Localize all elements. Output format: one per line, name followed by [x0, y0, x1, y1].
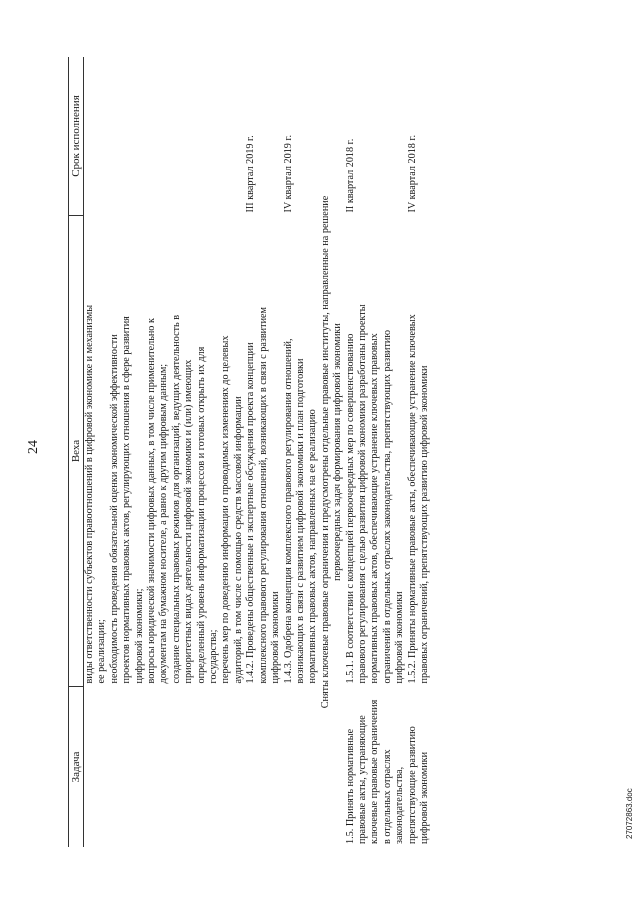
milestone-cell [407, 216, 432, 687]
table-row-continuation [84, 57, 246, 847]
term-cell: II квартал 2018 г. [344, 138, 356, 213]
plan-table [68, 57, 431, 847]
text-line: вопросы юридической значимости цифровых данных, в том числе применительно к [146, 318, 158, 684]
text-line: нормативных правовых актов, обеспечивающие устранение ключевых правовых [369, 333, 381, 684]
text-line: перечень мер по доведению информации о проводимых изменениях до целевых [220, 335, 232, 684]
term-cell: IV квартал 2019 г. [282, 134, 294, 213]
text-line: виды ответственности субъектов правоотношений в цифровой экономике и механизмы [84, 304, 95, 684]
term-cell-empty [84, 57, 246, 216]
text-line: законодательства, [394, 766, 406, 844]
term-cell: IV квартал 2018 г. [406, 134, 418, 213]
text-line: приоритетных видах деятельности цифровой экономики и (или) имеющих [183, 359, 195, 684]
text-line: правового регулирования с целью развития цифровой экономики разработаны проекты [356, 304, 368, 684]
page-number: 24 [26, 440, 41, 454]
milestone-cell [283, 216, 320, 687]
text-line: цифровой экономики [418, 751, 430, 844]
text-line: препятствующие развитию [406, 726, 418, 844]
text-line: аудиторий, в том числе с помощью средств массовой информации [232, 396, 244, 684]
table-row-1-4-2 [245, 57, 282, 847]
task-cell-empty [84, 686, 246, 847]
text-line: правовых ограничений, препятствующих развитию цифровой экономики [418, 365, 430, 684]
text-line: цифровой экономики [394, 591, 406, 684]
text-line: государства; [208, 629, 220, 684]
task-cell-1-5 [345, 686, 432, 847]
task-cell-empty [283, 686, 320, 847]
text-line: 1.5. Принять нормативные [344, 728, 356, 844]
table-row-1-5-1 [345, 57, 407, 847]
text-line: 1.5.2. Приняты нормативные правовые акты, обеспечивающие устранение ключевых [406, 314, 418, 684]
text-line: ключевые правовые ограничения [369, 699, 381, 844]
text-line: правовые акты, устраняющие [356, 715, 368, 844]
table-header-row [69, 57, 84, 847]
milestone-cell-continuation [84, 216, 246, 687]
text-line: цифровой экономики; [133, 588, 145, 684]
text-line: возникающих в связи с развитием цифровой экономики и план подготовки [294, 358, 306, 684]
milestone-cell [345, 216, 407, 687]
text-line: 1.4.3. Одобрена концепция комплексного правового регулирования отношений, [282, 338, 294, 684]
section-title-row [320, 57, 345, 847]
text-line: проектов нормативных правовых актов, регулирующих отношения в сфере развития [121, 316, 133, 684]
document-id: 27072863.doc [625, 788, 634, 839]
text-line: ограничений в отдельных отраслях законодательства, препятствующих развитию [381, 330, 393, 684]
milestone-cell [245, 216, 282, 687]
text-line: комплексного правового регулирования отношений, возникающих в связи с развитием [257, 307, 269, 684]
header-term: Срок исполнения [69, 57, 84, 216]
text-line: в отдельных отраслях [381, 749, 393, 844]
table-row-1-4-3 [283, 57, 320, 847]
text-line: нормативных правовых актов, направленных на ее реализацию [307, 409, 319, 684]
text-line: 1.5.1. В соответствии с концепцией первоочередных мер по совершенствованию [344, 333, 356, 684]
section-title-line: Сняты ключевые правовые ограничения и предусмотрены отдельные правовые институты, направленные на решение [319, 195, 331, 709]
header-task: Задача [69, 686, 84, 847]
text-line: 1.4.2. Проведены общественные и экспертные обсуждения проекта концепции [245, 342, 257, 684]
term-cell: III квартал 2019 г. [245, 135, 257, 213]
text-line: определенный уровень информатизации процессов и готовых открыть их для [195, 346, 207, 684]
text-line: создание специальных правовых режимов для организаций, ведущих деятельность в [170, 314, 182, 684]
section-title-line: первоочередных задач формирования цифровой экономики [332, 323, 344, 581]
rotated-table-sheet [26, 57, 634, 847]
text-line: документам на бумажном носителе, а равно к другим цифровым данным; [158, 363, 170, 684]
text-line: необходимость проведения обязательной оценки экономической эффективности [108, 334, 120, 684]
header-milestone: Веха [69, 216, 84, 687]
text-line: цифровой экономики [270, 591, 282, 684]
text-line: ее реализации; [96, 619, 108, 684]
section-title [320, 57, 345, 847]
task-cell-empty [245, 686, 282, 847]
